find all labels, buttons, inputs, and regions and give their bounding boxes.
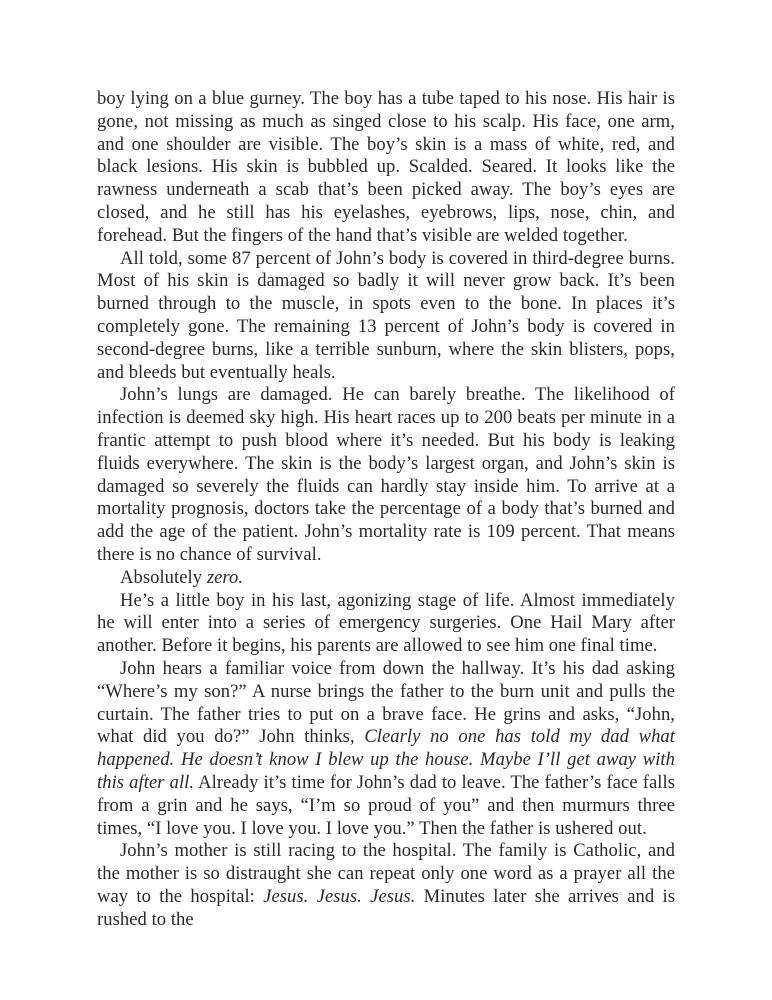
text-segment: Absolutely bbox=[120, 566, 207, 588]
text-segment: John’s mother is still racing to the hospital. The family is Catholic, and the mother is so distraught she can repeat only one word as a prayer all the way to the hospital: bbox=[97, 840, 675, 907]
paragraph bbox=[97, 840, 675, 931]
paragraph bbox=[97, 88, 675, 248]
paragraph bbox=[97, 567, 675, 590]
italic-text: zero. bbox=[206, 566, 244, 588]
text-segment: John’s lungs are damaged. He can barely breathe. The likelihood of infection is deemed sky high. His heart races up to 200 beats per minute in a frantic attempt to push blood where it’s needed. But his body is leaking fluids everywhere. The skin is the body’s largest organ, and John’s skin is damaged so severely the fluids can hardly stay inside him. To arrive at a mortality prognosis, doctors take the percentage of a body that’s burned and add the age of the patient. John’s mortality rate is 109 percent. That means there is no chance of survival. bbox=[97, 384, 675, 565]
text-segment: Already it’s time for John’s dad to leave. The father’s face falls from a grin and he says, “I’m so proud of you” and then murmurs three times, “I love you. I love you. I love you.” Then the father is ushered out. bbox=[97, 771, 675, 839]
italic-text: Clearly no one has told my dad what happened. He doesn’t know I blew up the house. Maybe I’ll get away with this after all. bbox=[97, 726, 675, 793]
text-segment: boy lying on a blue gurney. The boy has a tube taped to his nose. His hair is gone, not missing as much as singed close to his scalp. His face, one arm, and one shoulder are visible. The boy’s skin is a mass of white, red, and black lesions. His skin is bubbled up. Scalded. Seared. It looks like the rawness underneath a scab that’s been picked away. The boy’s eyes are closed, and he still has his eyelashes, eyebrows, lips, nose, chin, and forehead. But the fingers of the hand that’s visible are welded together. bbox=[97, 88, 675, 246]
paragraph bbox=[97, 658, 675, 840]
text-segment: John hears a familiar voice from down the hallway. It’s his dad asking “Where’s my son?” A nurse brings the father to the burn unit and pulls the curtain. The father tries to put on a brave face. He grins and asks, “John, what did you do?” John thinks, bbox=[97, 657, 675, 748]
italic-text: Jesus. Jesus. Jesus. bbox=[263, 885, 416, 907]
text-segment: All told, some 87 percent of John’s body is covered in third-degree burns. Most of his skin is damaged so badly it will never grow back. It’s been burned through to the muscle, in spots even to the bone. In places it’s completely gone. The remaining 13 percent of John’s body is covered in second-degree burns, like a terrible sunburn, where the skin blisters, pops, and bleeds but eventually heals. bbox=[97, 247, 675, 383]
paragraph bbox=[97, 384, 675, 566]
paragraph bbox=[97, 590, 675, 658]
text-segment: Minutes later she arrives and is rushed to the bbox=[97, 885, 675, 930]
body-text bbox=[97, 88, 675, 931]
text-segment: He’s a little boy in his last, agonizing stage of life. Almost immediately he will enter into a series of emergency surgeries. One Hail Mary after another. Before it begins, his parents are allowed to see him one final time. bbox=[97, 589, 675, 657]
paragraph bbox=[97, 248, 675, 385]
